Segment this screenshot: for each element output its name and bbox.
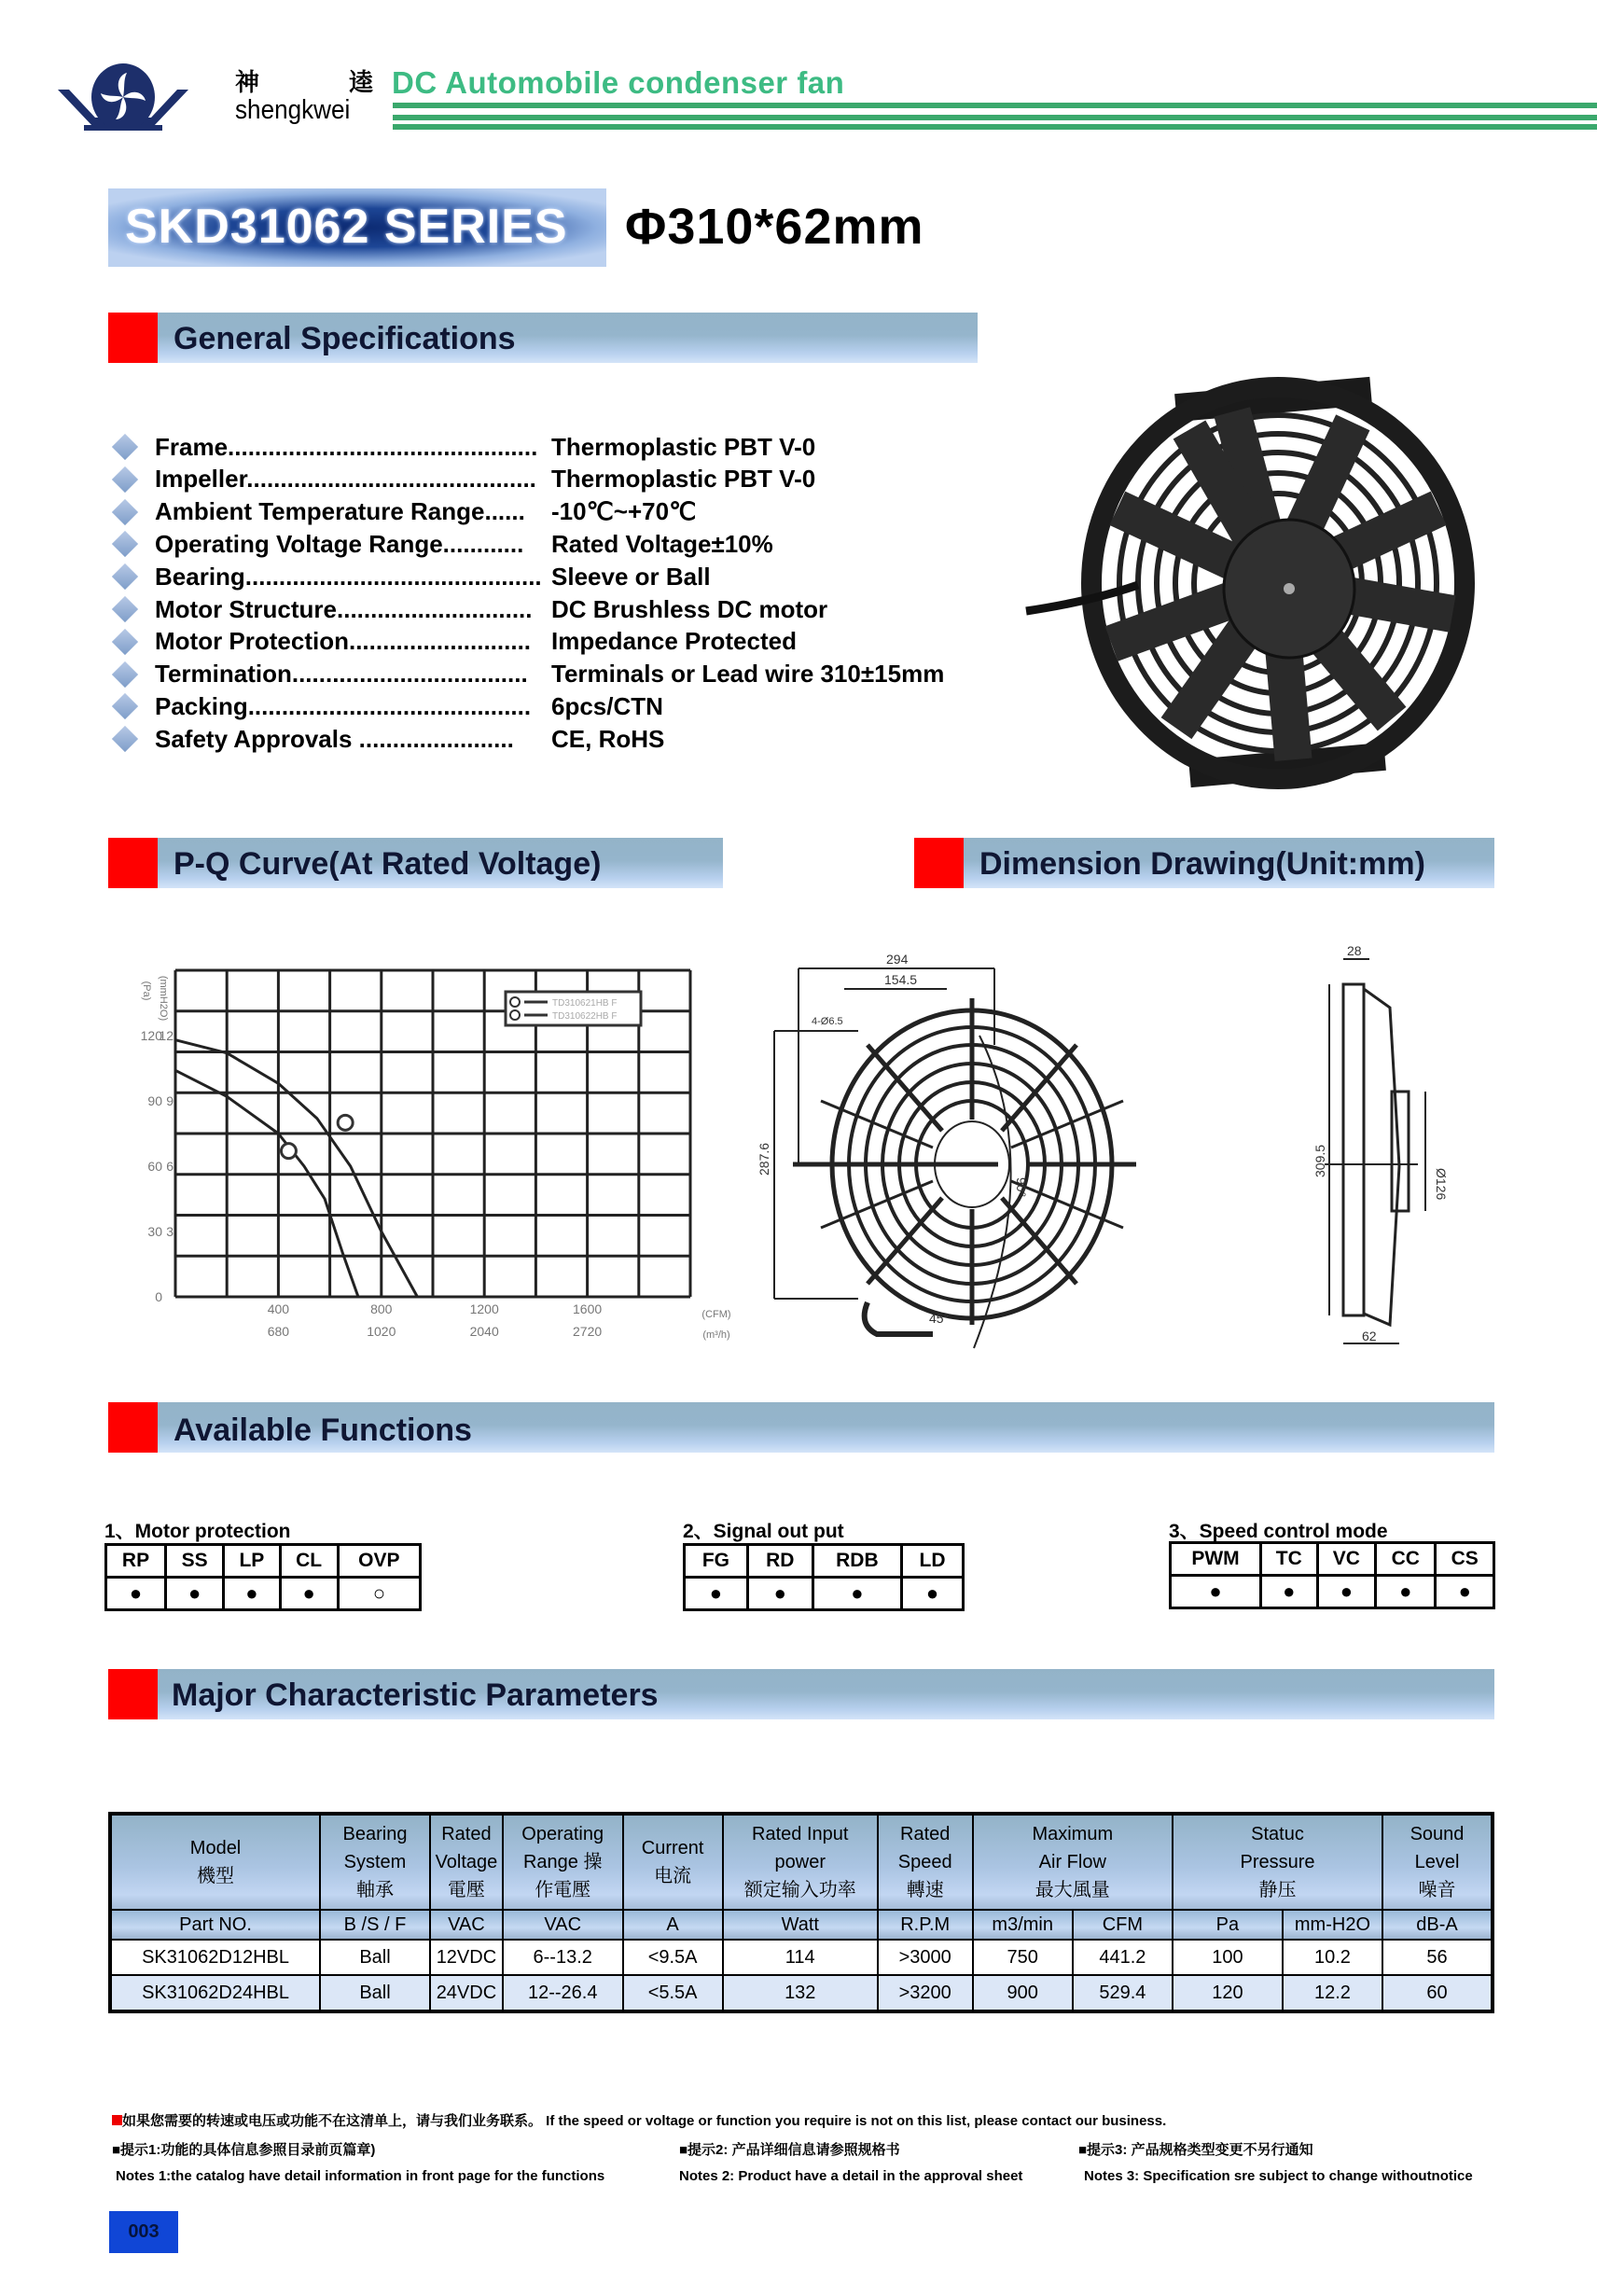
diamond-bullet-icon (112, 726, 138, 752)
section-header-functions (108, 1402, 1494, 1453)
params-header-cell (723, 1814, 878, 1910)
spec-name: Termination................................... (155, 660, 528, 689)
params-data-cell: 12.2 (1283, 1975, 1382, 2011)
y-tick-label-pa: 90 (147, 1093, 162, 1108)
dim-angle-45-label: 45° (929, 1311, 950, 1326)
params-data-cell: 529.4 (1073, 1975, 1173, 2011)
product-tagline: DC Automobile condenser fan (392, 65, 845, 100)
section-marker (108, 313, 158, 363)
spec-name: Motor Structure............................. (155, 594, 533, 623)
note-1: Notes 1:the catalog have detail information in front page for the functions (116, 2168, 605, 2184)
header-line: power (774, 1852, 826, 1872)
header-line: 噪音 (1418, 1880, 1456, 1900)
params-data-cell: 60 (1382, 1975, 1493, 2011)
params-unit-cell: Pa (1173, 1910, 1283, 1940)
header-stripe (393, 124, 1597, 130)
func-availability: ● (224, 1578, 280, 1610)
curve-marker-1 (281, 1144, 296, 1159)
diamond-bullet-icon (112, 693, 138, 719)
signal-output-table (683, 1543, 965, 1611)
func-availability: ● (106, 1578, 166, 1610)
spec-name: Frame.............................................. (155, 432, 538, 461)
y-tick-label-mm: 3 (166, 1224, 174, 1239)
x-axis-label-m3h: (m³/h) (702, 1329, 730, 1341)
params-header-cell (503, 1814, 623, 1910)
params-unit-cell: R.P.M (878, 1910, 973, 1940)
func-col-header: LP (224, 1545, 280, 1578)
brand-char: 神 (235, 68, 262, 96)
size-title: Φ310*62mm (625, 199, 924, 255)
dim-side-top-label: 28 (1347, 943, 1362, 958)
section-marker (108, 838, 158, 888)
section-title: P-Q Curve(At Rated Voltage) (174, 846, 602, 882)
header-line: Sound (1410, 1824, 1465, 1844)
spec-row (110, 593, 827, 625)
header-line: Speed (897, 1852, 952, 1872)
x-tick-label-cfm: 400 (267, 1301, 290, 1316)
legend-label: TD310621HB F (552, 998, 618, 1009)
header-line: Air Flow (1038, 1852, 1106, 1872)
func-value-row (106, 1578, 421, 1610)
header-line: Operating (521, 1824, 604, 1844)
chart-legend (506, 992, 641, 1025)
params-data-cell: <9.5A (623, 1940, 723, 1975)
params-data-cell: 132 (723, 1975, 878, 2011)
dim-angle-90-label: 90° (1014, 1177, 1029, 1198)
params-unit-cell: A (623, 1910, 723, 1940)
params-header-cell (1382, 1814, 1493, 1910)
curve-marker-2 (338, 1115, 353, 1130)
diamond-bullet-icon (112, 564, 138, 590)
dim-holes-label: 4-Ø6.5 (812, 1016, 843, 1027)
dim-inner-width-label: 154.5 (884, 972, 918, 987)
parameters-table (108, 1812, 1494, 2013)
params-data-cell: Ball (320, 1975, 430, 2011)
header-line: 作電壓 (535, 1880, 591, 1900)
func-col-header: FG (685, 1545, 748, 1578)
diamond-bullet-icon (112, 596, 138, 622)
brand-name-en: shengkwei (235, 95, 351, 125)
header-line: 静压 (1258, 1880, 1297, 1900)
section-header-params (108, 1669, 1494, 1719)
diamond-bullet-icon (112, 531, 138, 557)
spec-value: DC Brushless DC motor (551, 594, 828, 623)
func-availability: ● (1376, 1576, 1436, 1608)
params-data-row (110, 1940, 1493, 1975)
spec-value: 6pcs/CTN (551, 691, 663, 720)
params-units-row (110, 1910, 1493, 1940)
header-line: Range 操 (522, 1852, 603, 1872)
header-line: 軸承 (356, 1880, 394, 1900)
params-data-cell: 12--26.4 (503, 1975, 623, 2011)
params-header-row (110, 1814, 1493, 1910)
params-data-cell: SK31062D12HBL (110, 1940, 320, 1975)
params-data-row (110, 1975, 1493, 2011)
header-line: 電壓 (447, 1880, 485, 1900)
func-header-row (106, 1545, 421, 1578)
section-title: Available Functions (174, 1412, 472, 1448)
header-line: System (343, 1852, 407, 1872)
diamond-bullet-icon (112, 434, 138, 460)
params-unit-cell: m3/min (973, 1910, 1073, 1940)
diamond-bullet-icon (112, 498, 138, 524)
legend-label: TD310622HB F (552, 1011, 618, 1022)
params-unit-cell: dB-A (1382, 1910, 1493, 1940)
spec-row (110, 690, 663, 722)
func-availability: ● (747, 1578, 812, 1610)
params-header-cell (623, 1814, 723, 1910)
func-availability: ● (1317, 1576, 1376, 1608)
dim-height-label: 287.6 (757, 1142, 771, 1176)
func-header-row (1171, 1543, 1494, 1576)
note-2: Notes 2: Product have a detail in the approval sheet (679, 2168, 1023, 2184)
spec-name: Motor Protection........................... (155, 627, 532, 656)
spec-row (110, 464, 815, 495)
speed-control-title: 3、Speed control mode (1169, 1521, 1388, 1542)
spec-name: Operating Voltage Range............ (155, 529, 524, 558)
params-unit-cell: Watt (723, 1910, 878, 1940)
spec-value: CE, RoHS (551, 724, 665, 753)
header-line: Level (1414, 1852, 1460, 1872)
func-availability: ● (280, 1578, 338, 1610)
x-tick-label-m3h: 1020 (367, 1324, 396, 1339)
spec-row (110, 528, 773, 560)
motor-protection-title: 1、Motor protection (104, 1521, 291, 1542)
x-tick-label-m3h: 2040 (469, 1324, 499, 1339)
section-header-general (108, 313, 978, 363)
header-line: Pressure (1240, 1852, 1315, 1872)
params-header-cell (1173, 1814, 1382, 1910)
params-header-cell (430, 1814, 503, 1910)
func-col-header: CL (280, 1545, 338, 1578)
x-tick-label-cfm: 1600 (573, 1301, 603, 1316)
params-data-cell: >3200 (878, 1975, 973, 2011)
header-stripe (393, 103, 1597, 108)
section-marker (914, 838, 964, 888)
func-col-header: CC (1376, 1543, 1436, 1576)
params-data-cell: <5.5A (623, 1975, 723, 2011)
params-unit-cell: VAC (503, 1910, 623, 1940)
func-availability: ● (812, 1578, 901, 1610)
params-header-cell (320, 1814, 430, 1910)
params-data-cell: 56 (1382, 1940, 1493, 1975)
x-tick-label-m3h: 680 (267, 1324, 290, 1339)
func-col-header: TC (1260, 1543, 1317, 1576)
diamond-bullet-icon (112, 466, 138, 493)
params-data-cell: 6--13.2 (503, 1940, 623, 1975)
y-tick-label-pa: 120 (140, 1028, 162, 1043)
func-col-header: CS (1436, 1543, 1494, 1576)
spec-value: Thermoplastic PBT V-0 (551, 432, 816, 461)
spec-row (110, 496, 696, 528)
legend-marker (510, 1010, 520, 1020)
tip3-cn: ■提示3: 产品规格类型变更不另行通知 (1078, 2142, 1313, 2158)
section-title: General Specifications (174, 321, 516, 356)
params-data-cell: 10.2 (1283, 1940, 1382, 1975)
spec-name: Safety Approvals ....................... (155, 724, 514, 753)
x-tick-label-cfm: 1200 (469, 1301, 499, 1316)
section-header-pq (108, 838, 723, 888)
header-line: 轉速 (906, 1880, 944, 1900)
func-value-row (1171, 1576, 1494, 1608)
spec-name: Impeller........................................... (155, 465, 536, 494)
dimension-drawing (746, 933, 1493, 1371)
chart-axes (141, 976, 731, 1341)
header-line: Model (189, 1838, 242, 1858)
params-unit-cell: mm-H2O (1283, 1910, 1382, 1940)
params-unit-cell: Part NO. (110, 1910, 320, 1940)
dim-width-label: 294 (886, 952, 909, 967)
speed-control-table (1169, 1541, 1495, 1609)
func-header-row (685, 1545, 964, 1578)
shengkwei-logo (58, 58, 188, 131)
y-tick-label-pa: 30 (147, 1224, 162, 1239)
legend-marker (510, 997, 520, 1007)
spec-row (110, 723, 664, 755)
params-data-cell: >3000 (878, 1940, 973, 1975)
spec-value: Thermoplastic PBT V-0 (551, 465, 816, 494)
section-header-dimension (914, 838, 1494, 888)
params-unit-cell: VAC (430, 1910, 503, 1940)
spec-row (110, 431, 815, 463)
params-data-cell: SK31062D24HBL (110, 1975, 320, 2011)
brand-name-cn (235, 63, 375, 98)
header-line: Maximum (1032, 1824, 1114, 1844)
header-line: Statuc (1251, 1824, 1304, 1844)
y-tick-label-mm: 6 (166, 1159, 174, 1174)
y-tick-label-mm: 9 (166, 1093, 174, 1108)
spec-value: Terminals or Lead wire 310±15mm (551, 660, 945, 689)
header-line: Current (641, 1838, 704, 1858)
header-line: Bearing (342, 1824, 408, 1844)
header-line: 电流 (654, 1866, 692, 1886)
spec-row (110, 659, 944, 690)
diamond-bullet-icon (112, 661, 138, 687)
dim-side-height-label: 309.5 (1312, 1144, 1327, 1177)
header-line: Voltage (435, 1852, 498, 1872)
spec-name: Ambient Temperature Range...... (155, 497, 525, 526)
brand-char: 逵 (348, 68, 375, 96)
spec-row (110, 626, 797, 658)
params-data-cell: 12VDC (430, 1940, 503, 1975)
params-data-cell: 750 (973, 1940, 1073, 1975)
dim-depth-label: 62 (1362, 1329, 1377, 1343)
func-col-header: LD (902, 1545, 964, 1578)
y-tick-label-mm: 12 (159, 1028, 174, 1043)
func-availability: ● (1260, 1576, 1317, 1608)
motor-protection-table (104, 1543, 422, 1611)
func-availability: ● (685, 1578, 748, 1610)
header-line: 最大風量 (1035, 1880, 1110, 1900)
func-col-header: RD (747, 1545, 812, 1578)
func-availability: ● (166, 1578, 224, 1610)
signal-output-title: 2、Signal out put (683, 1521, 844, 1542)
params-header-cell (110, 1814, 320, 1910)
spec-value: Sleeve or Ball (551, 562, 711, 591)
params-data-cell: 900 (973, 1975, 1073, 2011)
func-col-header: OVP (338, 1545, 420, 1578)
func-col-header: VC (1317, 1543, 1376, 1576)
header-line: Rated Input (752, 1824, 849, 1844)
tip2-cn: ■提示2: 产品详细信息请参照规格书 (679, 2142, 900, 2158)
spec-value: Rated Voltage±10% (551, 529, 773, 558)
params-unit-cell: B /S / F (320, 1910, 430, 1940)
spec-name: Packing.......................................... (155, 691, 532, 720)
section-marker (108, 1402, 158, 1453)
spec-value: -10℃~+70℃ (551, 497, 697, 526)
spec-name: Bearing............................................ (155, 562, 542, 591)
pq-chart (103, 933, 731, 1343)
params-data-cell: 100 (1173, 1940, 1283, 1975)
params-header-cell (973, 1814, 1173, 1910)
params-data-cell: 120 (1173, 1975, 1283, 2011)
params-data-cell: 24VDC (430, 1975, 503, 2011)
section-marker (108, 1669, 158, 1719)
tip1-cn: ■提示1:功能的具体信息参照目录前页篇章) (112, 2142, 376, 2158)
dim-hub-label: Ø126 (1434, 1168, 1449, 1201)
note-3: Notes 3: Specification sre subject to change withoutnotice (1084, 2168, 1473, 2184)
func-col-header: RDB (812, 1545, 901, 1578)
product-photo-fan (1026, 369, 1493, 793)
header-line: 额定输入功率 (743, 1880, 856, 1900)
section-title: Major Characteristic Parameters (172, 1677, 659, 1713)
x-tick-label-m3h: 2720 (573, 1324, 603, 1339)
params-unit-cell: CFM (1073, 1910, 1173, 1940)
red-square-icon (112, 2115, 122, 2125)
func-value-row (685, 1578, 964, 1610)
header-line: 機型 (197, 1866, 235, 1886)
y-axis-label-mm: (mmH2O) (158, 975, 169, 1022)
header-line: Rated (441, 1824, 492, 1844)
spec-value: Impedance Protected (551, 627, 797, 656)
func-col-header: RP (106, 1545, 166, 1578)
params-data-cell: Ball (320, 1940, 430, 1975)
spec-row (110, 561, 711, 592)
func-availability: ● (902, 1578, 964, 1610)
side-view (1325, 959, 1425, 1343)
section-title: Dimension Drawing(Unit:mm) (979, 846, 1425, 882)
params-data-cell: 114 (723, 1940, 878, 1975)
func-availability: ○ (338, 1578, 420, 1610)
y-axis-label-pa: (Pa) (141, 981, 152, 1001)
series-title: SKD31062 SERIES (125, 200, 568, 254)
page-number: 003 (109, 2211, 178, 2253)
header-line: Rated (900, 1824, 951, 1844)
y-tick-label-pa: 60 (147, 1159, 162, 1174)
func-col-header: SS (166, 1545, 224, 1578)
header-stripe (393, 115, 1597, 120)
contact-note-text: 如果您需要的转速或电压或功能不在这清单上，请与我们业务联系。 If the speed or voltage or function you require is not on this list, please contact our business. (122, 2113, 1167, 2129)
contact-note (112, 2110, 1166, 2130)
y-tick-label-pa: 0 (155, 1289, 162, 1304)
func-availability: ● (1436, 1576, 1494, 1608)
func-col-header: PWM (1171, 1543, 1261, 1576)
func-availability: ● (1171, 1576, 1261, 1608)
diamond-bullet-icon (112, 629, 138, 655)
params-data-cell: 441.2 (1073, 1940, 1173, 1975)
x-tick-label-cfm: 800 (370, 1301, 393, 1316)
params-header-cell (878, 1814, 973, 1910)
x-axis-label-cfm: (CFM) (701, 1309, 731, 1320)
